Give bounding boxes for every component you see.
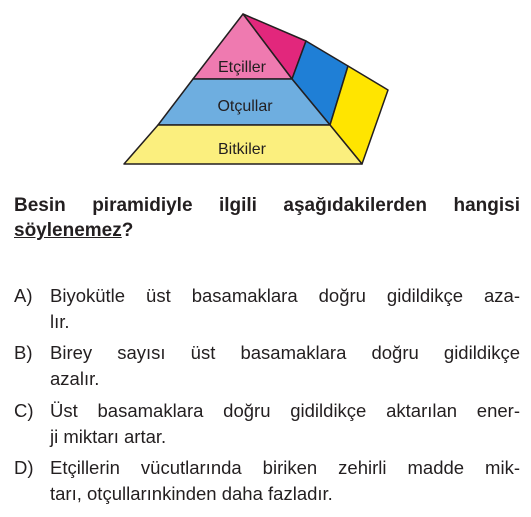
question-text [14, 193, 520, 243]
question-mark: ? [121, 220, 134, 241]
option-c-letter: C) [14, 400, 34, 421]
option-c-line-1: Üst basamaklara doğru gidildikçe aktarılan ener- [50, 400, 520, 421]
option-b-letter: B) [14, 342, 33, 363]
option-d-text [50, 455, 520, 507]
option-b-text [50, 340, 520, 392]
pyramid-label-bottom: Bitkiler [217, 141, 267, 158]
option-d-letter: D) [14, 457, 34, 478]
question-line-2 [14, 218, 520, 243]
option-a-line-2: lır. [50, 311, 70, 332]
question-line-1: Besin piramidiyle ilgili aşağıdakilerden hangisi [14, 195, 520, 216]
food-pyramid-diagram [0, 0, 531, 180]
option-d-line-2: tarı, otçullarınkinden daha fazladır. [50, 483, 333, 504]
option-c-text [50, 398, 520, 450]
option-a-text [50, 283, 520, 335]
option-a-line-1: Biyokütle üst basamaklara doğru gidildikçe aza- [50, 285, 520, 306]
option-a-letter: A) [14, 285, 33, 306]
option-b-line-2: azalır. [50, 368, 100, 389]
question-negative-word: söylenemez [14, 220, 122, 241]
pyramid-label-middle: Otçullar [217, 98, 273, 115]
option-d-line-1: Etçillerin vücutlarında biriken zehirli madde mik- [50, 457, 520, 478]
option-c-line-2: ji miktarı artar. [50, 426, 167, 447]
option-b-line-1: Birey sayısı üst basamaklara doğru gidildikçe [50, 342, 520, 363]
pyramid-label-top: Etçiller [217, 59, 267, 76]
